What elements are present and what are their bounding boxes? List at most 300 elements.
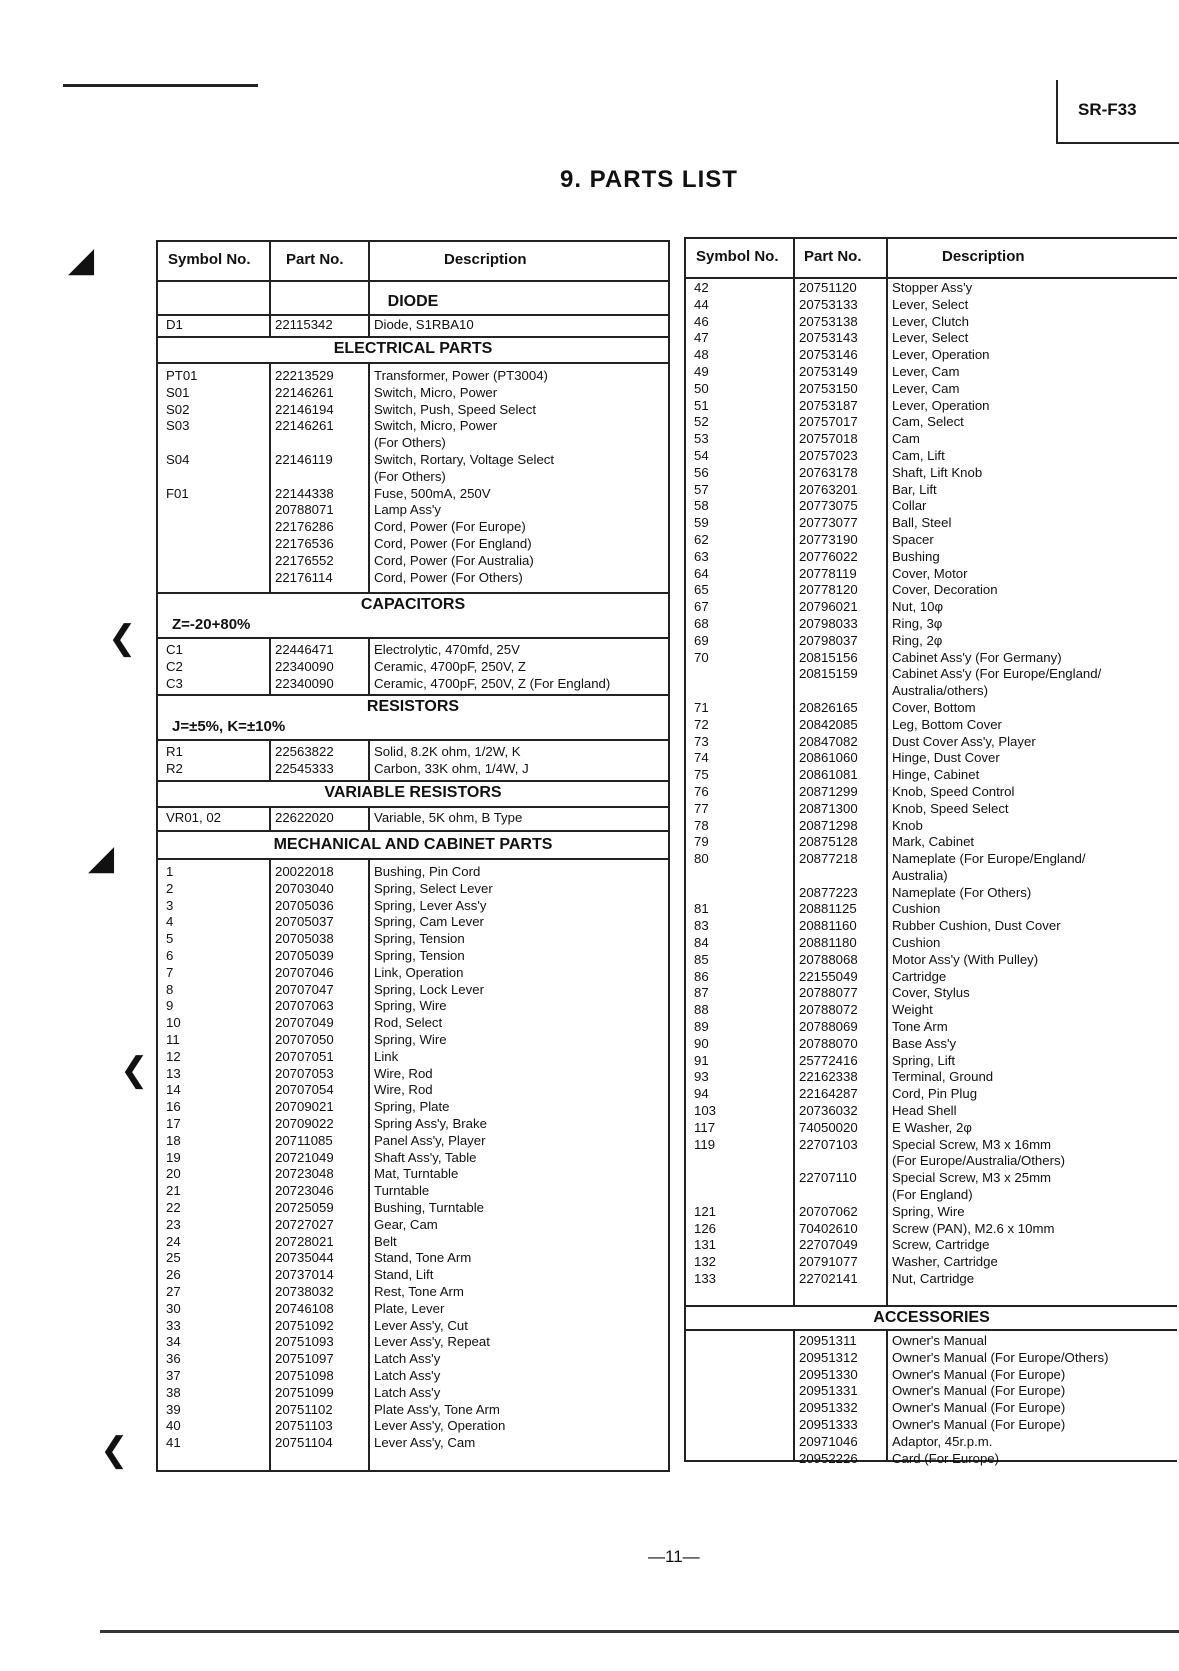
description-cell: Ceramic, 4700pF, 250V, Z (For England) xyxy=(374,675,611,691)
part-number-cell: 20753150 xyxy=(799,380,858,396)
part-number-cell: 20751092 xyxy=(275,1317,334,1333)
part-number-cell: 20751103 xyxy=(275,1418,333,1434)
parts-row xyxy=(686,885,1177,902)
description-cell: Bushing, Turntable xyxy=(374,1199,484,1215)
symbol-cell: R2 xyxy=(166,760,183,776)
part-number-cell: 20757023 xyxy=(799,447,858,463)
symbol-cell: 33 xyxy=(166,1317,181,1333)
part-number-cell: 20022018 xyxy=(275,864,334,879)
part-number-cell: 22707049 xyxy=(799,1237,858,1253)
parts-row xyxy=(686,1254,1177,1271)
description-cell: Cabinet Ass'y (For Europe/England/ xyxy=(892,666,1102,682)
parts-row xyxy=(686,1350,1177,1367)
description-cell: Dust Cover Ass'y, Player xyxy=(892,733,1036,749)
part-number-cell: 20707046 xyxy=(275,964,334,980)
description-cell: Diode, S1RBA10 xyxy=(374,317,474,332)
resistor-rows xyxy=(158,744,668,778)
description-cell: Spring, Select Lever xyxy=(374,880,493,896)
symbol-cell: S03 xyxy=(166,418,190,434)
parts-row xyxy=(686,532,1177,549)
description-cell: Link xyxy=(374,1048,399,1064)
part-number-cell: 20826165 xyxy=(799,699,858,715)
part-number-cell: 20751102 xyxy=(275,1401,333,1417)
part-number-cell: 22164287 xyxy=(799,1086,858,1102)
section-mechanical: MECHANICAL AND CABINET PARTS xyxy=(273,836,553,853)
symbol-cell: S01 xyxy=(166,384,190,400)
part-number-cell: 20725059 xyxy=(275,1199,334,1215)
part-number-cell: 20842085 xyxy=(799,716,858,732)
part-number-cell: 20788072 xyxy=(799,1002,858,1018)
parts-row xyxy=(158,1200,668,1217)
part-number-cell: 22340090 xyxy=(275,675,334,691)
part-number-cell: 22115342 xyxy=(275,317,333,332)
description-cell: Switch, Rortary, Voltage Select xyxy=(374,451,555,467)
symbol-cell xyxy=(158,536,269,553)
part-number-cell: 22162338 xyxy=(799,1069,858,1085)
parts-row xyxy=(686,465,1177,482)
symbol-cell: C1 xyxy=(166,642,183,657)
parts-row xyxy=(686,280,1177,297)
symbol-cell: 85 xyxy=(694,951,709,967)
symbol-cell: 20 xyxy=(166,1166,181,1182)
part-number-cell: 20751104 xyxy=(275,1435,333,1451)
parts-row xyxy=(158,898,668,915)
symbol-cell: 19 xyxy=(166,1149,181,1165)
symbol-cell: 21 xyxy=(166,1183,181,1199)
symbol-cell: 10 xyxy=(166,1015,181,1031)
part-number-cell: 22563822 xyxy=(275,744,334,759)
part-number-cell: 22707103 xyxy=(799,1136,858,1152)
parts-row xyxy=(158,1133,668,1150)
description-cell: Owner's Manual (For Europe/Others) xyxy=(892,1349,1109,1365)
symbol-cell xyxy=(686,885,793,902)
part-number-cell: 20707050 xyxy=(275,1031,334,1047)
part-number-cell: 20796021 xyxy=(799,599,858,615)
symbol-cell xyxy=(686,1383,793,1400)
parts-row xyxy=(686,549,1177,566)
description-cell: Lever Ass'y, Cam xyxy=(374,1435,476,1451)
description-cell: Cord, Power (For Europe) xyxy=(374,519,526,535)
section-capacitors: CAPACITORS xyxy=(360,596,466,613)
description-cell: Bushing, Pin Cord xyxy=(374,864,481,879)
parts-row xyxy=(158,1183,668,1200)
symbol-cell: 34 xyxy=(166,1334,181,1350)
parts-row xyxy=(686,498,1177,515)
parts-row xyxy=(686,1170,1177,1187)
description-cell: Head Shell xyxy=(892,1103,957,1119)
symbol-cell: 41 xyxy=(166,1435,181,1451)
parts-row xyxy=(686,801,1177,818)
parts-row xyxy=(686,1002,1177,1019)
part-number-cell: 20751120 xyxy=(799,280,857,295)
description-cell: Solid, 8.2K ohm, 1/2W, K xyxy=(374,744,521,759)
part-number-cell: 20707047 xyxy=(275,981,334,997)
symbol-cell: 62 xyxy=(694,531,709,547)
part-number-cell: 20703040 xyxy=(275,880,334,896)
part-number-cell: 20875128 xyxy=(799,834,858,850)
description-cell: Carbon, 33K ohm, 1/4W, J xyxy=(374,760,529,776)
part-number-cell: 20728021 xyxy=(275,1233,334,1249)
description-cell: Wire, Rod xyxy=(374,1065,433,1081)
symbol-cell: 56 xyxy=(694,464,709,480)
symbol-cell: 51 xyxy=(694,397,709,413)
part-number-cell: 20753138 xyxy=(799,313,858,329)
capacitor-tolerance-note: Z=-20+80% xyxy=(172,616,251,633)
parts-row xyxy=(158,998,668,1015)
part-number-cell: 20861081 xyxy=(799,767,858,783)
description-cell: Cord, Power (For England) xyxy=(374,535,532,551)
symbol-cell: 81 xyxy=(694,901,709,917)
description-cell: Special Screw, M3 x 25mm xyxy=(892,1170,1052,1186)
parts-row xyxy=(686,1187,1177,1204)
description-cell: Leg, Bottom Cover xyxy=(892,716,1002,732)
part-number-cell: 20736032 xyxy=(799,1103,858,1119)
description-cell: (For England) xyxy=(892,1187,973,1203)
description-cell: Cartridge xyxy=(892,968,947,984)
parts-row xyxy=(158,948,668,965)
symbol-cell: 94 xyxy=(694,1086,709,1102)
description-cell: Owner's Manual (For Europe) xyxy=(892,1383,1066,1399)
part-number-cell: 20871300 xyxy=(799,800,858,816)
symbol-cell: 14 xyxy=(166,1082,181,1098)
table-header-right xyxy=(686,239,1177,279)
parts-row xyxy=(158,418,668,435)
parts-row xyxy=(686,1053,1177,1070)
part-number-cell: 20751093 xyxy=(275,1334,334,1350)
symbol-cell: C3 xyxy=(166,675,183,691)
symbol-cell: 52 xyxy=(694,414,709,430)
part-number-cell: 22146119 xyxy=(275,451,333,467)
symbol-cell xyxy=(686,1350,793,1367)
parts-row xyxy=(158,914,668,931)
parts-row xyxy=(158,1334,668,1351)
part-number-cell: 20881180 xyxy=(799,935,857,951)
symbol-cell: 93 xyxy=(694,1069,709,1085)
description-cell: Bar, Lift xyxy=(892,481,937,497)
symbol-cell: 131 xyxy=(694,1237,717,1253)
parts-row xyxy=(686,666,1177,683)
description-cell: Lever Ass'y, Cut xyxy=(374,1317,468,1333)
description-cell: Lever, Select xyxy=(892,296,969,312)
parts-row xyxy=(686,582,1177,599)
parts-row xyxy=(158,570,668,587)
parts-row xyxy=(158,553,668,570)
parts-row xyxy=(686,381,1177,398)
section-diode: DIODE xyxy=(387,293,439,310)
description-cell: Owner's Manual xyxy=(892,1333,987,1348)
part-number-cell: 22707110 xyxy=(799,1170,857,1186)
description-cell: Link, Operation xyxy=(374,964,464,980)
parts-row xyxy=(158,1150,668,1167)
description-cell: Mat, Turntable xyxy=(374,1166,459,1182)
part-number-cell: 20707051 xyxy=(275,1048,334,1064)
symbol-cell: 8 xyxy=(166,981,174,997)
parts-row xyxy=(158,1351,668,1368)
part-number-cell: 20951311 xyxy=(799,1333,857,1348)
part-number-cell: 22146261 xyxy=(275,384,334,400)
parts-row xyxy=(158,435,668,452)
symbol-cell: 77 xyxy=(694,800,709,816)
part-number-cell: 20951331 xyxy=(799,1383,858,1399)
part-number-cell: 22155049 xyxy=(799,968,858,984)
part-number-cell: 22340090 xyxy=(275,658,334,674)
symbol-cell xyxy=(158,469,269,486)
symbol-cell: 37 xyxy=(166,1367,181,1383)
symbol-cell: S04 xyxy=(166,451,190,467)
symbol-cell: 7 xyxy=(166,964,174,980)
symbol-cell: 26 xyxy=(166,1267,181,1283)
parts-row xyxy=(686,717,1177,734)
part-number-cell: 20753143 xyxy=(799,330,858,346)
symbol-cell: 5 xyxy=(166,931,174,947)
parts-row xyxy=(686,482,1177,499)
part-number-cell xyxy=(793,683,886,700)
parts-row xyxy=(686,1019,1177,1036)
part-number-cell: 20705039 xyxy=(275,947,334,963)
bottom-rule xyxy=(100,1630,1179,1633)
description-cell: Tone Arm xyxy=(892,1019,948,1035)
top-rule xyxy=(63,84,258,87)
parts-row xyxy=(158,659,668,676)
symbol-cell: 47 xyxy=(694,330,709,346)
description-cell: Panel Ass'y, Player xyxy=(374,1132,486,1148)
part-number-cell: 20751099 xyxy=(275,1384,334,1400)
part-number-cell: 20709021 xyxy=(275,1099,334,1115)
description-cell: Ceramic, 4700pF, 250V, Z xyxy=(374,658,526,674)
part-number-cell: 70402610 xyxy=(799,1220,858,1236)
parts-row xyxy=(686,1036,1177,1053)
part-number-cell: 20881160 xyxy=(799,918,857,934)
description-cell: Stand, Lift xyxy=(374,1267,434,1283)
symbol-cell: 70 xyxy=(694,649,709,665)
parts-row xyxy=(686,1086,1177,1103)
description-cell: Nameplate (For Europe/England/ xyxy=(892,851,1086,867)
parts-row xyxy=(158,1116,668,1133)
parts-row xyxy=(686,767,1177,784)
part-number-cell: 20753146 xyxy=(799,347,858,363)
symbol-cell: 76 xyxy=(694,783,709,799)
table-header xyxy=(158,242,668,282)
part-number-cell: 20705038 xyxy=(275,931,334,947)
symbol-cell: 53 xyxy=(694,431,709,447)
section-electrical: ELECTRICAL PARTS xyxy=(333,340,493,357)
symbol-cell: 74 xyxy=(694,750,709,766)
symbol-cell: 36 xyxy=(166,1351,181,1367)
description-cell: Gear, Cam xyxy=(374,1216,438,1232)
description-cell: Spring, Wire xyxy=(892,1203,965,1219)
symbol-cell: 9 xyxy=(166,998,174,1014)
description-cell: Collar xyxy=(892,498,927,514)
part-number-cell: 22213529 xyxy=(275,368,334,383)
part-number-cell: 20861060 xyxy=(799,750,858,766)
parts-row xyxy=(686,1367,1177,1384)
symbol-cell: 132 xyxy=(694,1254,717,1270)
symbol-cell xyxy=(686,868,793,885)
symbol-cell xyxy=(686,1333,793,1350)
parts-row xyxy=(158,402,668,419)
symbol-cell: 103 xyxy=(694,1103,717,1119)
description-cell: Rest, Tone Arm xyxy=(374,1283,464,1299)
symbol-cell xyxy=(158,553,269,570)
parts-row xyxy=(686,969,1177,986)
part-number-cell: 20707062 xyxy=(799,1203,858,1219)
parts-row xyxy=(686,985,1177,1002)
parts-row xyxy=(686,1120,1177,1137)
symbol-cell: 117 xyxy=(694,1119,716,1135)
part-number-cell: 20707049 xyxy=(275,1015,334,1031)
symbol-cell: 57 xyxy=(694,481,709,497)
parts-row xyxy=(686,818,1177,835)
symbol-cell: 13 xyxy=(166,1065,181,1081)
part-number-cell: 20727027 xyxy=(275,1216,334,1232)
symbol-cell xyxy=(686,1451,793,1468)
parts-row xyxy=(686,398,1177,415)
description-cell: Hinge, Dust Cover xyxy=(892,750,1000,766)
parts-row xyxy=(686,851,1177,868)
parts-row xyxy=(158,536,668,553)
description-cell: E Washer, 2φ xyxy=(892,1119,972,1135)
part-number-cell: 25772416 xyxy=(799,1052,858,1068)
symbol-cell: 44 xyxy=(694,296,709,312)
description-cell: Screw (PAN), M2.6 x 10mm xyxy=(892,1220,1055,1236)
parts-row xyxy=(686,1383,1177,1400)
parts-row xyxy=(158,761,668,778)
parts-row xyxy=(158,1049,668,1066)
symbol-cell: D1 xyxy=(166,317,183,332)
symbol-cell: 75 xyxy=(694,767,709,783)
description-cell: Switch, Micro, Power xyxy=(374,418,498,434)
mechanical-rows-left xyxy=(158,864,668,1452)
parts-row xyxy=(686,297,1177,314)
description-cell: Spring, Cam Lever xyxy=(374,914,484,930)
part-number-cell: 20746108 xyxy=(275,1300,334,1316)
symbol-cell: 126 xyxy=(694,1220,717,1236)
description-cell: Weight xyxy=(892,1002,933,1018)
part-number-cell: 20705037 xyxy=(275,914,334,930)
symbol-cell: 72 xyxy=(694,716,709,732)
parts-row xyxy=(686,599,1177,616)
description-cell: Fuse, 500mA, 250V xyxy=(374,485,491,501)
parts-row xyxy=(686,1137,1177,1154)
part-number-cell: 20773075 xyxy=(799,498,858,514)
symbol-cell: 90 xyxy=(694,1035,709,1051)
symbol-cell xyxy=(686,1367,793,1384)
symbol-cell: 48 xyxy=(694,347,709,363)
symbol-cell: 11 xyxy=(166,1031,180,1047)
part-number-cell: 20877218 xyxy=(799,851,858,867)
parts-row xyxy=(158,1402,668,1419)
description-cell: Stand, Tone Arm xyxy=(374,1250,472,1266)
parts-table-left xyxy=(156,240,670,1472)
description-cell: Owner's Manual (For Europe) xyxy=(892,1400,1066,1416)
parts-row xyxy=(686,1271,1177,1288)
symbol-cell: 46 xyxy=(694,313,709,329)
parts-row xyxy=(158,1250,668,1267)
symbol-cell: 84 xyxy=(694,935,709,951)
parts-row xyxy=(686,1434,1177,1451)
description-cell: Lever, Cam xyxy=(892,380,960,396)
electrical-rows xyxy=(158,368,668,586)
variable-resistor-rows xyxy=(158,810,668,827)
symbol-cell: 17 xyxy=(166,1115,181,1131)
parts-row xyxy=(686,935,1177,952)
description-cell: Variable, 5K ohm, B Type xyxy=(374,810,523,825)
symbol-cell: F01 xyxy=(166,485,189,501)
capacitor-rows xyxy=(158,642,668,692)
description-cell: (For Others) xyxy=(374,435,446,451)
parts-row xyxy=(158,1066,668,1083)
description-cell: Adaptor, 45r.p.m. xyxy=(892,1433,993,1449)
part-number-cell: 20751098 xyxy=(275,1367,334,1383)
symbol-cell: 65 xyxy=(694,582,709,598)
parts-row xyxy=(686,414,1177,431)
description-cell: Lever, Clutch xyxy=(892,313,969,329)
part-number-cell: 20791077 xyxy=(799,1254,858,1270)
part-number-cell: 20815156 xyxy=(799,649,858,665)
symbol-cell xyxy=(686,1434,793,1451)
symbol-cell: 79 xyxy=(694,834,709,850)
mechanical-rows-right xyxy=(686,280,1177,1288)
symbol-cell: 59 xyxy=(694,515,709,531)
description-cell: Cover, Bottom xyxy=(892,699,976,715)
symbol-cell: 69 xyxy=(694,632,709,648)
description-cell: Spring, Plate xyxy=(374,1099,450,1115)
parts-row xyxy=(158,676,668,693)
symbol-cell: 39 xyxy=(166,1401,181,1417)
part-number-cell: 20705036 xyxy=(275,897,334,913)
description-cell: Stopper Ass'y xyxy=(892,280,973,295)
description-cell: Cover, Motor xyxy=(892,565,968,581)
symbol-cell xyxy=(686,1153,793,1170)
description-cell: Ring, 3φ xyxy=(892,615,943,631)
symbol-cell: 83 xyxy=(694,918,709,934)
parts-row xyxy=(686,734,1177,751)
diode-rows xyxy=(158,317,668,334)
description-cell: Spacer xyxy=(892,531,934,547)
part-number-cell: 22146261 xyxy=(275,418,334,434)
part-number-cell: 20751097 xyxy=(275,1351,334,1367)
description-cell: Cabinet Ass'y (For Germany) xyxy=(892,649,1062,665)
parts-row xyxy=(158,1267,668,1284)
symbol-cell: R1 xyxy=(166,744,183,759)
description-cell: Cord, Power (For Australia) xyxy=(374,552,534,568)
part-number-cell: 20798037 xyxy=(799,632,858,648)
description-cell: Lever Ass'y, Repeat xyxy=(374,1334,490,1350)
description-cell: Hinge, Cabinet xyxy=(892,767,980,783)
part-number-cell: 20877223 xyxy=(799,884,858,900)
description-cell: Latch Ass'y xyxy=(374,1384,441,1400)
parts-row xyxy=(158,1166,668,1183)
parts-row xyxy=(158,810,668,827)
symbol-cell: 88 xyxy=(694,1002,709,1018)
parts-row xyxy=(686,918,1177,935)
parts-row xyxy=(158,469,668,486)
symbol-cell: 119 xyxy=(694,1136,716,1152)
parts-row xyxy=(158,982,668,999)
parts-row xyxy=(686,834,1177,851)
punch-mark: ◢ xyxy=(88,839,115,877)
part-number-cell: 20709022 xyxy=(275,1115,334,1131)
parts-row xyxy=(158,1234,668,1251)
description-cell: Cord, Pin Plug xyxy=(892,1086,978,1102)
parts-row xyxy=(158,1217,668,1234)
description-cell: Spring, Wire xyxy=(374,1031,447,1047)
parts-row xyxy=(686,448,1177,465)
symbol-cell: 86 xyxy=(694,968,709,984)
description-cell: Switch, Micro, Power xyxy=(374,384,498,400)
description-cell: Cover, Decoration xyxy=(892,582,998,598)
symbol-cell: 87 xyxy=(694,985,709,1001)
